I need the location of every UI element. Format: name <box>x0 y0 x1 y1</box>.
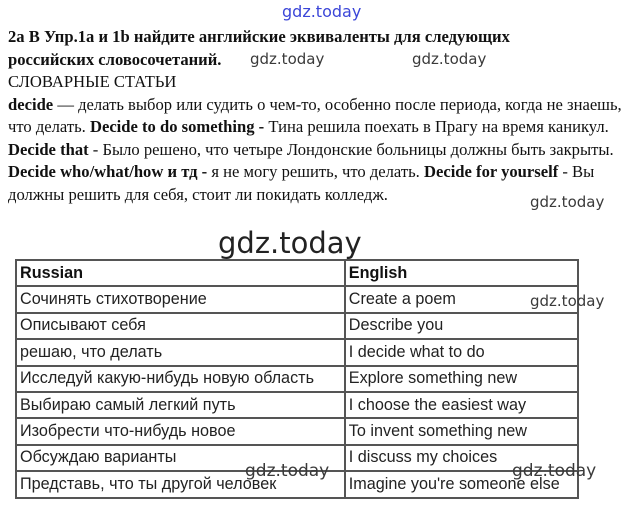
watermark-bottom-2: gdz.today <box>512 461 597 481</box>
header-english: English <box>345 260 578 286</box>
entry-definition: — делать выбор или судить о чем-то, особенно после периода, когда не знаешь, что делать. <box>8 94 622 136</box>
table-row <box>16 418 578 444</box>
watermark-bottom-1: gdz.today <box>245 461 330 481</box>
table-header-row <box>16 260 578 286</box>
cell-english: I discuss my choices <box>345 445 578 471</box>
table-row <box>16 313 578 339</box>
table-row <box>16 392 578 418</box>
dictionary-entry <box>8 94 636 207</box>
table-row <box>16 366 578 392</box>
cell-english: I choose the easiest way <box>345 392 578 418</box>
task-heading-line1: 2a В Упр.1a и 1b найдите английские эквиваленты для следующих <box>8 27 510 46</box>
example-2-text: - Было решено, что четыре Лондонские больницы должны быть закрыты. <box>88 139 614 159</box>
cell-english: Imagine you're someone else <box>345 471 578 497</box>
example-3-text: я не могу решить, что делать. <box>211 162 424 181</box>
cell-english: To invent something new <box>345 418 578 444</box>
watermark-mid-1: gdz.today <box>250 50 325 68</box>
example-1-text: Тина решила поехать в Прагу на время каникул. <box>268 117 609 136</box>
cell-russian: Представь, что ты другой человек <box>16 471 345 497</box>
cell-english: Describe you <box>345 313 578 339</box>
cell-russian: решаю, что делать <box>16 339 345 365</box>
header-russian: Russian <box>16 260 345 286</box>
cell-russian: Исследуй какую-нибудь новую область <box>16 366 345 392</box>
cell-english: Explore something new <box>345 366 578 392</box>
watermark-table-1: gdz.today <box>530 292 605 310</box>
dictionary-title: СЛОВАРНЫЕ СТАТЬИ <box>8 72 177 91</box>
example-4-term: Decide for yourself <box>423 162 559 181</box>
cell-russian: Сочинять стихотворение <box>16 286 345 312</box>
example-2-term: Decide that <box>8 139 89 159</box>
watermark-mid-2: gdz.today <box>412 50 487 68</box>
task-heading-line2: российских словосочетаний. <box>8 49 222 69</box>
cell-russian: Описывают себя <box>16 313 345 339</box>
example-3-term: Decide who/what/how и тд - <box>8 162 212 181</box>
cell-english: Create a poem <box>345 286 578 312</box>
watermark-top: gdz.today <box>282 2 362 21</box>
table-row <box>16 339 578 365</box>
watermark-mid-3: gdz.today <box>530 193 605 211</box>
watermark-big: gdz.today <box>218 226 362 260</box>
cell-russian: Изобрести что-нибудь новое <box>16 418 345 444</box>
example-1-term: Decide to do something <box>89 117 255 136</box>
example-4-text: - Вы должны решить для себя, стоит ли покидать колледж. <box>8 162 595 204</box>
table-row <box>16 286 578 312</box>
example-1-separator: - <box>254 117 269 136</box>
entry-term: decide <box>8 94 54 114</box>
cell-russian: Обсуждаю варианты <box>16 445 345 471</box>
cell-english: I decide what to do <box>345 339 578 365</box>
cell-russian: Выбираю самый легкий путь <box>16 392 345 418</box>
